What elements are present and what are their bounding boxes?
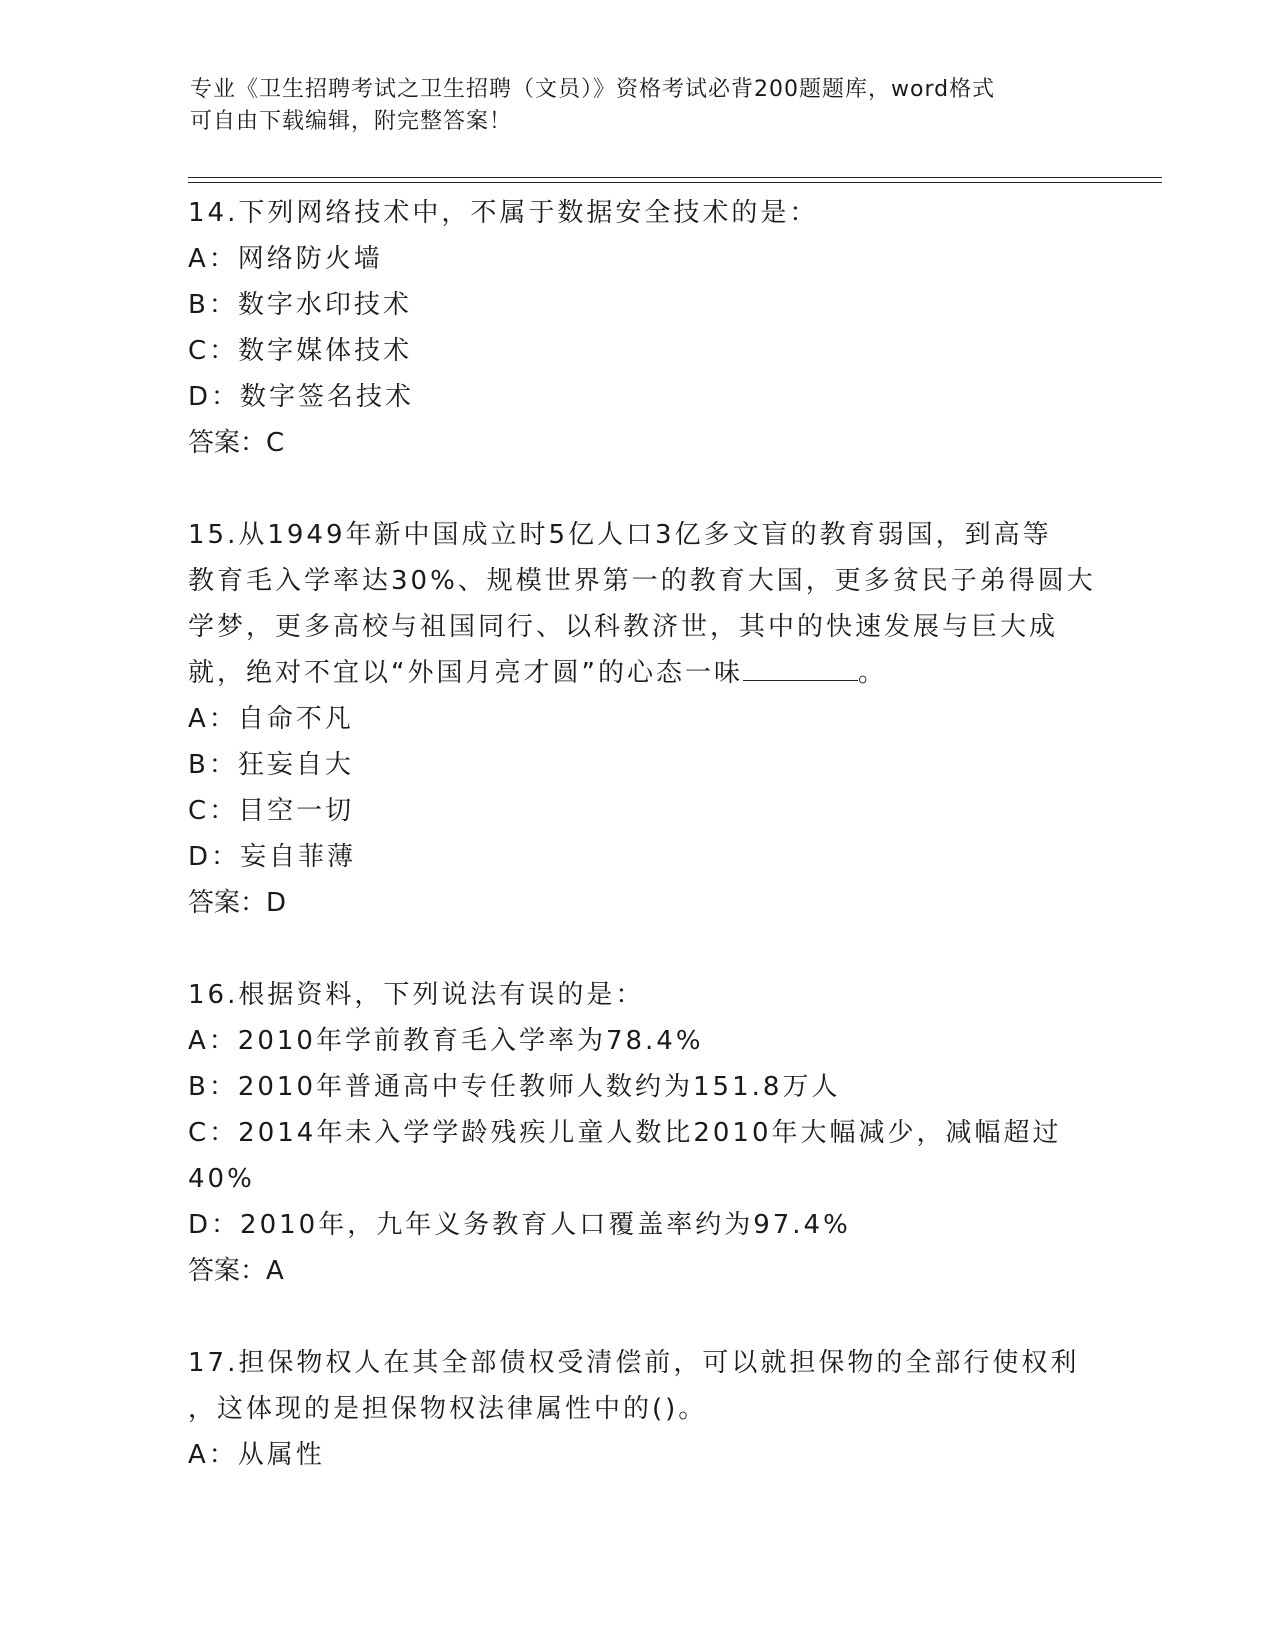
document-header xyxy=(190,74,1090,138)
question-stem-last xyxy=(188,650,1088,696)
option-b: B：2010年普通高中专任教师人数约为151.8万人 xyxy=(188,1072,841,1102)
fill-in-blank xyxy=(743,654,858,681)
option-a: A：网络防火墙 xyxy=(188,244,383,274)
option-c: C：数字媒体技术 xyxy=(188,336,413,366)
option-c: C：2014年未入学学龄残疾儿童人数比2010年大幅减少，减幅超过 xyxy=(188,1118,1062,1148)
question-stem: ，这体现的是担保物权法律属性中的()。 xyxy=(188,1394,708,1424)
question-stem: 15.从1949年新中国成立时5亿人口3亿多文盲的教育弱国，到高等 xyxy=(188,520,1052,550)
question-spacer xyxy=(188,1294,1088,1340)
option-d: D：数字签名技术 xyxy=(188,382,415,412)
stem-text: 就，绝对不宜以“外国月亮才圆”的心态一味 xyxy=(188,658,743,688)
option-c: C：目空一切 xyxy=(188,796,355,826)
question-spacer xyxy=(188,926,1088,972)
option-b: B：狂妄自大 xyxy=(188,750,354,780)
question-15 xyxy=(188,512,1096,926)
question-16 xyxy=(188,972,1088,1294)
option-b: B：数字水印技术 xyxy=(188,290,412,320)
answer-line: 答案：D xyxy=(188,888,287,918)
question-list xyxy=(188,190,1096,1478)
option-d: D：2010年，九年义务教育人口覆盖率约为97.4% xyxy=(188,1210,851,1240)
question-stem: 14.下列网络技术中，不属于数据安全技术的是： xyxy=(188,198,819,228)
header-line-2: 可自由下载编辑，附完整答案！ xyxy=(190,109,513,134)
question-stem: 学梦，更多高校与祖国同行、以科教济世，其中的快速发展与巨大成 xyxy=(188,612,1059,642)
stem-end: 。 xyxy=(857,658,887,688)
option-a: A：自命不凡 xyxy=(188,704,354,734)
header-divider-top xyxy=(188,177,1162,178)
question-spacer xyxy=(188,466,1088,512)
question-stem: 16.根据资料，下列说法有误的是： xyxy=(188,980,645,1010)
question-stem: 教育毛入学率达30%、规模世界第一的教育大国，更多贫民子弟得圆大 xyxy=(188,566,1096,596)
option-c-continued: 40% xyxy=(188,1164,255,1194)
question-17 xyxy=(188,1340,1088,1478)
option-d: D：妄自菲薄 xyxy=(188,842,357,872)
question-stem: 17.担保物权人在其全部债权受清偿前，可以就担保物的全部行使权利 xyxy=(188,1348,1080,1378)
answer-line: 答案：C xyxy=(188,428,285,458)
option-a: A：2010年学前教育毛入学率为78.4% xyxy=(188,1026,704,1056)
question-14 xyxy=(188,190,1088,466)
answer-line: 答案：A xyxy=(188,1256,284,1286)
header-divider-bottom xyxy=(188,182,1162,183)
option-a: A：从属性 xyxy=(188,1440,325,1470)
header-line-1: 专业《卫生招聘考试之卫生招聘（文员）》资格考试必背200题题库，word格式 xyxy=(190,77,996,102)
